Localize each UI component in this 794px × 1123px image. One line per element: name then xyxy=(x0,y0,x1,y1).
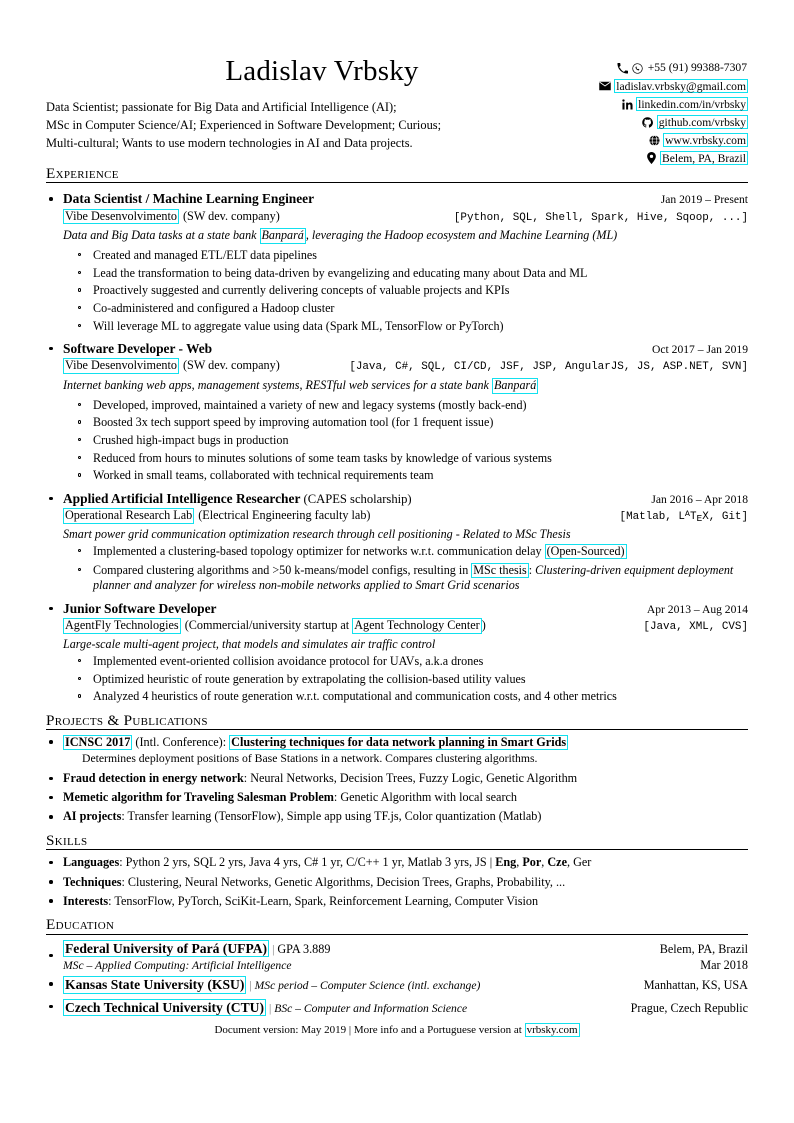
section-title-education: Education xyxy=(46,916,115,934)
github-icon xyxy=(642,116,654,128)
tagline-line-2: MSc in Computer Science/AI; Experienced in Software Development; Curious; xyxy=(46,118,442,133)
list-item xyxy=(46,875,748,890)
tech-stack: [Matlab, $L^ATEX$, Git] xyxy=(619,509,748,525)
section-title-skills: Skills xyxy=(46,832,88,850)
school-link[interactable]: Federal University of Pará (UFPA) xyxy=(65,940,268,956)
contact-row-linkedin xyxy=(528,96,748,112)
icnsc-link[interactable]: ICNSC 2017 xyxy=(65,734,131,749)
bullet-pre: Compared clustering algorithms and >50 k-means/model configs, resulting in xyxy=(93,562,472,577)
org-link[interactable]: Operational Research Lab xyxy=(65,508,193,523)
job-title-text: Applied Artificial Intelligence Researcher xyxy=(63,490,301,506)
experience-entry xyxy=(46,342,748,483)
bullet-icon xyxy=(49,607,53,611)
org-link[interactable]: Vibe Desenvolvimento xyxy=(65,358,177,373)
contact-row-github xyxy=(528,114,748,130)
experience-summary xyxy=(63,228,748,244)
experience-org-row xyxy=(63,618,748,634)
bullet-item: Boosted 3x tech support speed by improving automation tool (for 1 frequent issue) xyxy=(63,415,748,429)
education-item xyxy=(46,976,748,993)
education-list xyxy=(46,940,748,1016)
cv-header xyxy=(46,55,748,165)
school-link[interactable]: Kansas State University (KSU) xyxy=(65,977,245,993)
section-title-experience: Experience xyxy=(46,165,119,182)
bullet-item: Developed, improved, maintained a variety of new and legacy systems (mostly back-end) xyxy=(63,398,748,412)
section-experience xyxy=(46,166,748,704)
degree: BSc – Computer and Information Science xyxy=(274,1001,468,1015)
bullet-item: Will leverage ML to aggregate value using data (Spark ML, TensorFlow or PyTorch) xyxy=(63,319,748,333)
summary-pre: Data and Big Data tasks at a state bank xyxy=(63,228,260,243)
education-item xyxy=(46,940,748,972)
job-title-extra: (CAPES scholarship) xyxy=(303,491,412,506)
tech-stack: [Java, C#, SQL, CI/CD, JSF, JSP, AngularJS, JS, ASP.NET, SVN] xyxy=(349,361,748,374)
org-note xyxy=(185,618,486,634)
contact-website-link[interactable]: www.vrbsky.com xyxy=(665,133,746,147)
bullet-item: Reduced from hours to minutes solutions of some team tasks by knowledge of various systems xyxy=(63,451,748,465)
sep: | xyxy=(268,1002,272,1015)
org-note-post: ) xyxy=(481,618,486,633)
school-location: Prague, Czech Republic xyxy=(630,1000,748,1015)
skill-values: : Python 2 yrs, SQL 2 yrs, Java 4 yrs, C# 1 yr, C/C++ 1 yr, Matlab 3 yrs, JS | xyxy=(119,855,496,870)
sep: , xyxy=(541,855,548,870)
bullet-item: Crushed high-impact bugs in production xyxy=(63,433,748,447)
skill-lang-4: , Ger xyxy=(566,855,592,870)
section-education xyxy=(46,917,748,1015)
experience-bullets xyxy=(63,544,748,593)
experience-bullets xyxy=(63,398,748,483)
experience-org-row xyxy=(63,358,748,374)
summary-link[interactable]: Banpará xyxy=(493,378,537,393)
bullet-item: Optimized heuristic of route generation by extrapolating the collision-based utility values xyxy=(63,672,748,686)
summary-link[interactable]: Banpará xyxy=(261,228,304,243)
project-name: Memetic algorithm for Traveling Salesman Problem xyxy=(63,790,334,805)
tagline-line-3: Multi-cultural; Wants to use modern technologies in AI and Data projects. xyxy=(46,136,413,151)
phone-icon xyxy=(617,62,629,74)
bullet-item: Created and managed ETL/ELT data pipelines xyxy=(63,248,748,262)
contact-row-phone xyxy=(528,60,748,76)
tech-stack: [Java, XML, CVS] xyxy=(643,621,748,634)
skill-category: Languages xyxy=(63,855,120,870)
experience-title-row xyxy=(63,192,748,206)
contact-github-link[interactable]: github.com/vrbsky xyxy=(658,115,746,129)
skill-category: Techniques xyxy=(63,874,122,889)
whatsapp-icon xyxy=(632,62,644,74)
section-rule xyxy=(46,849,748,850)
paper-title-link[interactable]: Clustering techniques for data network planning in Smart Grids xyxy=(231,734,567,749)
bullet-item: Lead the transformation to being data-driven by evangelizing and educating many about Data and ML xyxy=(63,266,748,280)
bullet-icon xyxy=(49,347,53,351)
education-row xyxy=(63,940,748,957)
section-skills xyxy=(46,833,748,908)
contact-row-location xyxy=(528,150,748,166)
education-row xyxy=(63,976,748,993)
contact-phone: +55 (91) 99388-7307 xyxy=(647,61,747,75)
skill-category: Interests xyxy=(63,893,109,908)
bullet-pre: Implemented a clustering-based topology optimizer for networks w.r.t. communication delay xyxy=(93,543,545,558)
education-row xyxy=(63,999,748,1016)
bullet-item: Co-administered and configured a Hadoop cluster xyxy=(63,301,748,315)
org-link[interactable]: AgentFly Technologies xyxy=(65,618,179,633)
experience-summary xyxy=(63,378,748,394)
graduation-date: Mar 2018 xyxy=(700,957,748,972)
section-rule xyxy=(46,934,748,935)
thesis-title: Clustering-driven equipment deployment planner and analyzer for wireless non-mobile networks applied to Smart Grid scenarios xyxy=(93,562,734,593)
job-date: Jan 2016 – Apr 2018 xyxy=(651,492,748,506)
project-desc: : Neural Networks, Decision Trees, Fuzzy Logic, Genetic Algorithm xyxy=(243,771,578,786)
bullet-icon xyxy=(49,197,53,201)
list-item xyxy=(46,809,748,824)
degree: MSc period – Computer Science (intl. exchange) xyxy=(254,979,481,993)
project-desc: : Transfer learning (TensorFlow), Simple app using TF.js, Color quantization (Matlab) xyxy=(121,809,542,824)
section-projects xyxy=(46,713,748,825)
agent-technology-center-link[interactable]: Agent Technology Center xyxy=(354,618,480,633)
tech-stack: [Python, SQL, Shell, Spark, Hive, Sqoop, ...] xyxy=(453,211,748,224)
sep: | xyxy=(272,943,275,956)
experience-summary: Large-scale multi-agent project, that models and simulates air traffic control xyxy=(63,636,436,651)
org-note-pre: (Commercial/university startup at xyxy=(184,618,353,633)
bullet-item xyxy=(63,563,748,593)
map-pin-icon xyxy=(645,152,657,164)
org-note: (SW dev. company) xyxy=(182,208,280,223)
org-link[interactable]: Vibe Desenvolvimento xyxy=(65,208,177,223)
contact-email-link[interactable]: ladislav.vrbsky@gmail.com xyxy=(616,79,746,93)
experience-summary: Smart power grid communication optimization research through cell positioning - Related to MSc Thesis xyxy=(63,526,571,541)
section-title-projects: Projects & Publications xyxy=(46,711,208,729)
sep: , xyxy=(516,855,523,870)
page-title: Ladislav Vrbsky xyxy=(225,55,419,87)
list-item xyxy=(46,855,748,870)
experience-org-row xyxy=(63,209,748,225)
experience-title-row xyxy=(63,492,748,506)
envelope-icon xyxy=(599,80,611,92)
footer-website-link[interactable]: vrbsky.com xyxy=(526,1023,578,1036)
bullet-icon xyxy=(49,497,53,501)
experience-entry xyxy=(46,602,748,704)
contact-location-link[interactable]: Belem, PA, Brazil xyxy=(662,151,746,165)
job-date: Oct 2017 – Jan 2019 xyxy=(652,342,748,356)
bullet-post: : xyxy=(528,562,536,577)
skill-lang-2: Por xyxy=(522,855,542,870)
section-rule xyxy=(46,182,748,183)
summary-pre: Internet banking web apps, management systems, RESTful web services for a state bank xyxy=(63,378,492,393)
contact-linkedin-link[interactable]: linkedin.com/in/vrbsky xyxy=(638,97,746,111)
project-mid: (Intl. Conference): xyxy=(135,734,230,749)
org-note: (SW dev. company) xyxy=(182,358,280,373)
contact-block xyxy=(528,60,748,168)
bullet-item: Proactively suggested and currently delivering concepts of valuable projects and KPIs xyxy=(63,283,748,297)
contact-row-email xyxy=(528,78,748,94)
projects-list xyxy=(46,735,748,824)
experience-org-row xyxy=(63,508,748,524)
experience-bullets xyxy=(63,248,748,333)
job-title: Junior Software Developer xyxy=(63,600,217,616)
skill-values: : TensorFlow, PyTorch, SciKit-Learn, Spark, Reinforcement Learning, Computer Vision xyxy=(108,893,539,908)
experience-entry xyxy=(46,492,748,593)
globe-icon xyxy=(648,134,660,146)
job-date: Jan 2019 – Present xyxy=(660,193,748,207)
experience-bullets xyxy=(63,654,748,704)
bullet-item: Worked in small teams, collaborated with technical requirements team xyxy=(63,468,748,482)
job-date: Apr 2013 – Aug 2014 xyxy=(646,602,748,616)
linkedin-icon xyxy=(621,98,633,110)
education-item xyxy=(46,999,748,1016)
tagline-line-1: Data Scientist; passionate for Big Data and Artificial Intelligence (AI); xyxy=(46,100,397,114)
org-note: (Electrical Engineering faculty lab) xyxy=(198,508,371,523)
experience-title-row xyxy=(63,602,748,616)
skill-values: : Clustering, Neural Networks, Genetic Algorithms, Decision Trees, Graphs, Probability, ... xyxy=(121,874,566,889)
skill-lang-3: Cze xyxy=(547,855,567,870)
list-item xyxy=(46,790,748,805)
project-name: Fraud detection in energy network xyxy=(63,771,244,786)
gpa: GPA 3.889 xyxy=(277,941,331,956)
bullet-item: Analyzed 4 heuristics of route generation w.r.t. computational and communication costs, and 4 other metrics xyxy=(63,689,748,703)
job-title: Data Scientist / Machine Learning Engineer xyxy=(63,191,315,207)
open-sourced-link[interactable]: (Open-Sourced) xyxy=(546,543,625,558)
experience-title-row xyxy=(63,342,748,356)
degree: MSc – Applied Computing: Artificial Intelligence xyxy=(63,958,292,972)
document-footer xyxy=(46,1023,748,1037)
msc-thesis-link[interactable]: MSc thesis xyxy=(473,562,527,577)
project-desc: : Genetic Algorithm with local search xyxy=(333,790,518,805)
footer-text: Document version: May 2019 | More info and a Portuguese version at xyxy=(214,1023,525,1036)
skills-list xyxy=(46,855,748,908)
list-item xyxy=(46,771,748,786)
job-title: Software Developer - Web xyxy=(63,340,213,356)
education-degree-row xyxy=(63,959,748,972)
school-location: Belem, PA, Brazil xyxy=(659,941,748,956)
sep: | xyxy=(249,980,252,993)
bullet-item: Implemented event-oriented collision avoidance protocol for UAVs, a.k.a drones xyxy=(63,654,748,668)
job-title xyxy=(63,492,412,506)
bullet-item xyxy=(63,544,748,560)
skill-lang-1: Eng xyxy=(495,855,517,870)
school-location: Manhattan, KS, USA xyxy=(643,978,748,993)
summary-post: , leveraging the Hadoop ecosystem and Machine Learning (ML) xyxy=(305,228,618,243)
list-item xyxy=(46,894,748,909)
project-name: AI projects xyxy=(63,809,122,824)
contact-row-website xyxy=(528,132,748,148)
section-rule xyxy=(46,729,748,730)
list-item xyxy=(46,735,748,767)
experience-entry xyxy=(46,192,748,333)
project-note: Determines deployment positions of Base Stations in a network. Compares clustering algorithms. xyxy=(82,752,538,766)
school-link[interactable]: Czech Technical University (CTU) xyxy=(65,999,264,1015)
